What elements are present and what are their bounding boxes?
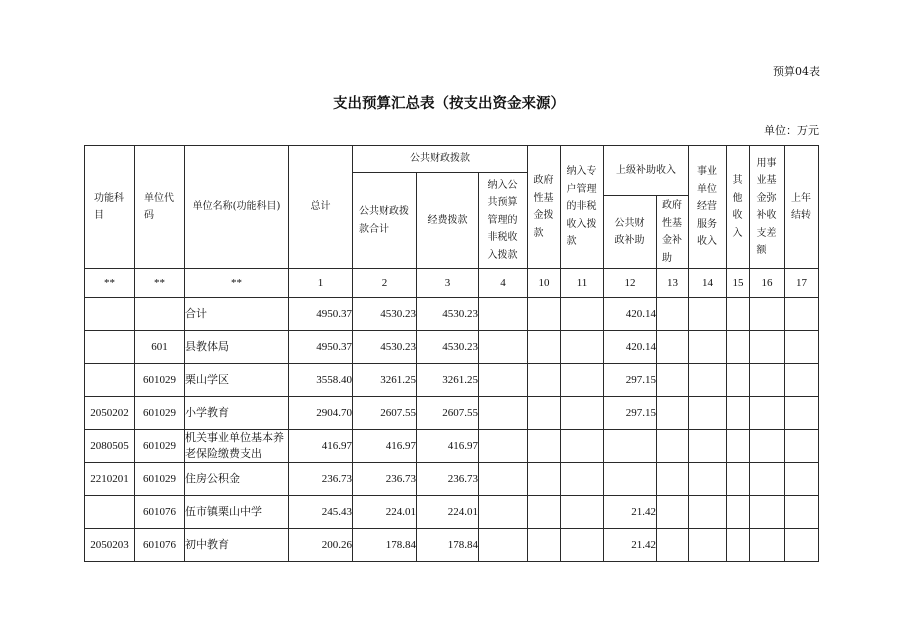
header-funding-allocation [417,173,479,269]
index-total: 1 [289,269,353,298]
cell-function-code [85,331,135,364]
document-title: 支出预算汇总表（按支出资金来源） [333,95,565,112]
cell-nontax-special-account [561,298,604,331]
cell-funding-allocation: 178.84 [417,529,479,562]
index-other-income: 15 [727,269,750,298]
cell-funding-allocation: 416.97 [417,430,479,463]
table-row [85,463,819,496]
header-public-finance-group-label: 公共财政拨款 [410,153,470,165]
cell-nontax-public-budget [479,430,528,463]
header-unit-name-label: 单位名称(功能科目) [192,201,281,213]
cell-public-finance-subsidy [604,463,657,496]
cell-total: 245.43 [289,496,353,529]
cell-function-code [85,298,135,331]
table-row [85,430,819,463]
cell-reserve-fund-offset [750,397,785,430]
cell-prior-year-carryover [785,529,819,562]
cell-public-finance-total: 224.01 [353,496,417,529]
table-row [85,496,819,529]
header-public-finance-total [353,173,417,269]
cell-total: 236.73 [289,463,353,496]
header-total [289,146,353,269]
index-unit-name: ** [185,269,289,298]
cell-unit-name: 住房公积金 [185,463,289,496]
table-header [85,146,819,269]
cell-operating-income [689,496,727,529]
cell-prior-year-carryover [785,397,819,430]
cell-reserve-fund-offset [750,463,785,496]
index-funding-allocation: 3 [417,269,479,298]
cell-nontax-special-account [561,430,604,463]
cell-reserve-fund-offset [750,496,785,529]
cell-public-finance-total: 416.97 [353,430,417,463]
index-gov-fund-allocation: 10 [528,269,561,298]
cell-unit-code: 601029 [135,430,185,463]
cell-gov-fund-subsidy [657,364,689,397]
header-gov-fund-subsidy-label: 政府性基金补助 [662,200,683,264]
cell-other-income [727,298,750,331]
cell-nontax-public-budget [479,529,528,562]
cell-operating-income [689,298,727,331]
cell-unit-name: 合计 [185,298,289,331]
header-row-1 [85,146,819,173]
cell-function-code [85,496,135,529]
cell-operating-income [689,331,727,364]
cell-other-income [727,331,750,364]
cell-other-income [727,397,750,430]
cell-prior-year-carryover [785,298,819,331]
cell-nontax-special-account [561,364,604,397]
cell-other-income [727,364,750,397]
header-nontax-special-account [561,146,604,269]
table-row [85,364,819,397]
cell-nontax-public-budget [479,364,528,397]
cell-prior-year-carryover [785,331,819,364]
header-gov-fund-subsidy [657,196,689,269]
cell-operating-income [689,463,727,496]
cell-operating-income [689,430,727,463]
cell-gov-fund-subsidy [657,529,689,562]
cell-function-code: 2210201 [85,463,135,496]
cell-prior-year-carryover [785,496,819,529]
header-unit-name [185,146,289,269]
cell-gov-fund-subsidy [657,331,689,364]
cell-public-finance-total: 2607.55 [353,397,417,430]
header-gov-fund-allocation [528,146,561,269]
cell-funding-allocation: 3261.25 [417,364,479,397]
cell-nontax-special-account [561,397,604,430]
cell-nontax-special-account [561,463,604,496]
budget-table [84,145,819,562]
cell-unit-name: 栗山学区 [185,364,289,397]
cell-public-finance-total: 236.73 [353,463,417,496]
cell-gov-fund-subsidy [657,463,689,496]
cell-funding-allocation: 4530.23 [417,298,479,331]
cell-gov-fund-allocation [528,430,561,463]
cell-gov-fund-subsidy [657,430,689,463]
header-prior-year-carryover [785,146,819,269]
cell-public-finance-subsidy: 21.42 [604,496,657,529]
index-function-code: ** [85,269,135,298]
header-public-finance-total-label: 公共财政拨款合计 [359,206,409,235]
cell-nontax-special-account [561,496,604,529]
cell-public-finance-subsidy: 297.15 [604,397,657,430]
cell-unit-code: 601076 [135,529,185,562]
index-reserve-fund-offset: 16 [750,269,785,298]
index-gov-fund-subsidy: 13 [657,269,689,298]
cell-nontax-special-account [561,529,604,562]
header-public-finance-subsidy [604,196,657,269]
cell-gov-fund-subsidy [657,496,689,529]
cell-total: 2904.70 [289,397,353,430]
cell-nontax-special-account [561,331,604,364]
header-operating-income [689,146,727,269]
header-nontax-special-account-label: 纳入专户管理的非税收入拨款 [566,166,597,248]
header-reserve-fund-offset [750,146,785,269]
header-total-label: 总计 [310,201,331,213]
cell-funding-allocation: 236.73 [417,463,479,496]
header-unit-code [135,146,185,269]
cell-function-code: 2080505 [85,430,135,463]
cell-unit-name: 机关事业单位基本养老保险缴费支出 [185,430,289,463]
cell-funding-allocation: 224.01 [417,496,479,529]
header-nontax-public-budget-label: 纳入公共预算管理的非税收入拨款 [487,179,518,261]
cell-public-finance-subsidy: 297.15 [604,364,657,397]
header-function-subject-label: 功能科目 [94,192,124,221]
cell-total: 3558.40 [289,364,353,397]
table-row [85,397,819,430]
cell-total: 4950.37 [289,298,353,331]
header-superior-subsidy-group [604,146,689,196]
header-operating-income-label: 事业单位经营服务收入 [697,166,718,248]
cell-unit-code: 601029 [135,364,185,397]
cell-unit-code: 601 [135,331,185,364]
cell-public-finance-total: 3261.25 [353,364,417,397]
header-function-subject [85,146,135,269]
cell-unit-name: 伍市镇栗山中学 [185,496,289,529]
cell-prior-year-carryover [785,430,819,463]
cell-public-finance-subsidy: 420.14 [604,298,657,331]
index-prior-year-carryover: 17 [785,269,819,298]
cell-other-income [727,496,750,529]
cell-funding-allocation: 2607.55 [417,397,479,430]
table-row [85,529,819,562]
header-gov-fund-allocation-label: 政府性基金拨款 [533,175,554,239]
header-nontax-public-budget [479,173,528,269]
header-public-finance-subsidy-label: 公共财政补助 [614,217,645,246]
header-unit-code-label: 单位代码 [144,192,174,221]
cell-reserve-fund-offset [750,529,785,562]
cell-other-income [727,529,750,562]
cell-other-income [727,463,750,496]
cell-unit-code [135,298,185,331]
index-public-finance-subsidy: 12 [604,269,657,298]
cell-gov-fund-allocation [528,364,561,397]
cell-other-income [727,430,750,463]
header-other-income-label: 其他收入 [732,175,743,239]
cell-unit-name: 初中教育 [185,529,289,562]
cell-nontax-public-budget [479,463,528,496]
index-public-finance-total: 2 [353,269,417,298]
table-row [85,298,819,331]
cell-nontax-public-budget [479,397,528,430]
cell-gov-fund-allocation [528,298,561,331]
header-reserve-fund-offset-label: 用事业基金弥补收支差额 [756,157,777,256]
cell-public-finance-subsidy: 420.14 [604,331,657,364]
cell-public-finance-total: 4530.23 [353,298,417,331]
unit-label: 单位：万元 [764,124,819,137]
cell-gov-fund-allocation [528,397,561,430]
cell-function-code: 2050202 [85,397,135,430]
cell-prior-year-carryover [785,364,819,397]
index-nontax-special-account: 11 [561,269,604,298]
index-operating-income: 14 [689,269,727,298]
cell-public-finance-subsidy [604,430,657,463]
cell-operating-income [689,529,727,562]
cell-reserve-fund-offset [750,430,785,463]
cell-prior-year-carryover [785,463,819,496]
table-body [85,269,819,562]
cell-unit-code: 601029 [135,397,185,430]
index-nontax-public-budget: 4 [479,269,528,298]
cell-function-code: 2050203 [85,529,135,562]
cell-gov-fund-allocation [528,496,561,529]
header-funding-allocation-label: 经费拨款 [427,214,468,226]
header-other-income [727,146,750,269]
index-row [85,269,819,298]
cell-nontax-public-budget [479,298,528,331]
cell-function-code [85,364,135,397]
cell-public-finance-total: 178.84 [353,529,417,562]
cell-public-finance-total: 4530.23 [353,331,417,364]
cell-total: 200.26 [289,529,353,562]
header-public-finance-group [353,146,528,173]
header-superior-subsidy-group-label: 上级补助收入 [616,164,677,176]
cell-gov-fund-subsidy [657,397,689,430]
cell-public-finance-subsidy: 21.42 [604,529,657,562]
cell-reserve-fund-offset [750,364,785,397]
cell-nontax-public-budget [479,331,528,364]
cell-unit-name: 小学教育 [185,397,289,430]
form-number: 预算04表 [773,65,820,78]
cell-reserve-fund-offset [750,331,785,364]
cell-funding-allocation: 4530.23 [417,331,479,364]
cell-unit-code: 601076 [135,496,185,529]
cell-gov-fund-allocation [528,331,561,364]
cell-gov-fund-allocation [528,529,561,562]
table-row [85,331,819,364]
cell-unit-name: 县教体局 [185,331,289,364]
cell-total: 416.97 [289,430,353,463]
cell-unit-code: 601029 [135,463,185,496]
header-prior-year-carryover-label: 上年结转 [791,192,812,221]
cell-reserve-fund-offset [750,298,785,331]
cell-total: 4950.37 [289,331,353,364]
cell-operating-income [689,397,727,430]
cell-gov-fund-allocation [528,463,561,496]
cell-gov-fund-subsidy [657,298,689,331]
cell-operating-income [689,364,727,397]
cell-nontax-public-budget [479,496,528,529]
index-unit-code: ** [135,269,185,298]
